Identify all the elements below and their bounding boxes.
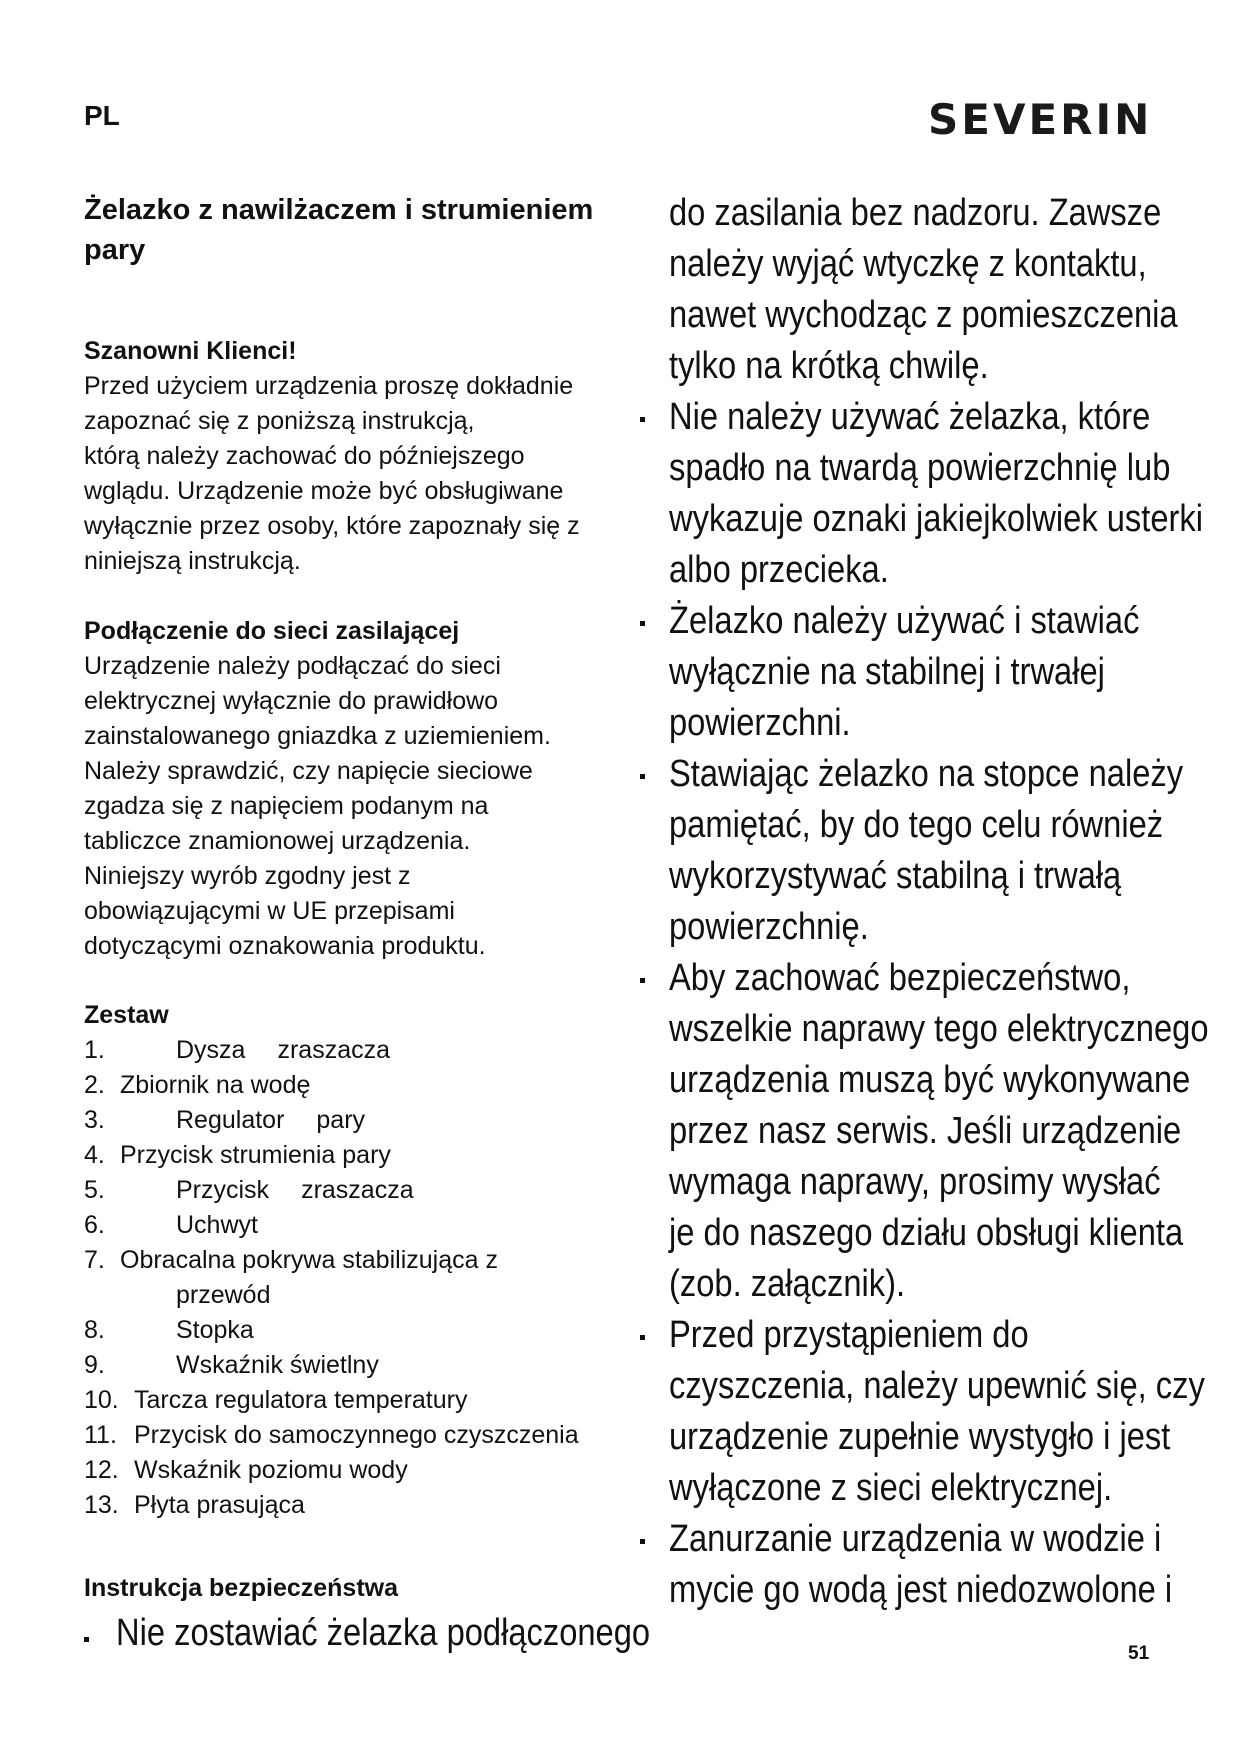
text-line: wglądu. Urządzenie może być obsługiwane [84,477,564,505]
list-item-continuation: przewód [176,1281,271,1309]
text-line: tylko na krótką chwilę. [669,345,989,387]
text-line: Aby zachować bezpieczeństwo, [669,957,1131,999]
parts-list [84,1033,624,1523]
text-line: albo przecieka. [669,549,889,591]
safety-item [669,749,1183,953]
parts-section [84,997,624,1523]
list-item: 1. Dysza zraszacza [84,1036,391,1064]
text-line: nawet wychodząc z pomieszczenia [669,294,1178,336]
safety-item [669,953,1209,1310]
text-line: Nie należy używać żelazka, które [669,396,1151,438]
text-line: zgadza się z napięciem podanym na [84,792,489,820]
text-line: należy wyjąć wtyczkę z kontaktu, [669,243,1147,285]
text-line: Zanurzanie urządzenia w wodzie i [669,1518,1162,1560]
list-item: 4. Przycisk strumienia pary [84,1141,391,1169]
text-line: zainstalowanego gniazdka z uziemieniem. [84,722,551,750]
text-line: pamiętać, by do tego celu również [669,804,1164,846]
text-line: Przed użyciem urządzenia proszę dokładnie [84,372,574,400]
text-line: Żelazko należy używać i stawiać [669,600,1140,642]
list-item: 9. Wskaźnik świetlny [84,1351,379,1379]
text-line: urządzenie zupełnie wystygło i jest [669,1416,1171,1458]
page-title [84,190,624,270]
list-item: 11. Przycisk do samoczynnego czyszczenia [84,1421,579,1449]
text-line: Przed przystąpieniem do [669,1314,1029,1356]
intro-text [84,369,624,579]
safety-item-line: Nie zostawiać żelazka podłączonego [116,1612,651,1654]
text-line: obowiązującymi w UE przepisami [84,897,455,925]
text-line: je do naszego działu obsługi klienta [669,1212,1184,1254]
list-item: 6. Uchwyt [84,1211,258,1239]
text-line: przez nasz serwis. Jeśli urządzenie [669,1110,1182,1152]
safety-item [669,188,1178,392]
text-line: zapoznać się z poniższą instrukcją, [84,407,475,435]
safety-item [669,1310,1205,1514]
text-line: do zasilania bez nadzoru. Zawsze [669,192,1162,234]
bullet-icon [640,417,645,422]
text-line: (zob. załącznik). [669,1263,906,1305]
text-line: czyszczenia, należy upewnić się, czy [669,1365,1205,1407]
text-line: wymaga naprawy, prosimy wysłać [669,1161,1161,1203]
safety-item [669,392,1203,596]
text-line: spadło na twardą powierzchnię lub [669,447,1171,489]
text-line: powierzchnię. [669,906,869,948]
text-line: mycie go wodą jest niedozwolone i [669,1569,1173,1611]
text-line: wyłącznie przez osoby, które zapoznały się z [84,512,580,540]
text-line: niniejszą instrukcją. [84,547,301,575]
text-line: wyłączone z sieci elektrycznej. [669,1467,1113,1509]
text-line: wykazuje oznaki jakiejkolwiek usterki [669,498,1203,540]
list-item: 10. Tarcza regulatora temperatury [84,1386,468,1414]
title-line: Żelazko z nawilżaczem i strumieniem [84,194,594,226]
intro-heading: Szanowni Klienci! [84,337,297,365]
bullet-icon [640,978,645,983]
text-line: powierzchni. [669,702,851,744]
parts-heading: Zestaw [84,1001,169,1029]
page-number: 51 [1128,1643,1150,1664]
text-line: wyłącznie na stabilnej i trwałej [669,651,1105,693]
bullet-icon [640,774,645,779]
language-code: PL [84,100,120,131]
bullet-icon [84,1637,89,1642]
list-item: 5. Przycisk zraszacza [84,1176,414,1204]
list-item: 3. Regulator pary [84,1106,366,1134]
text-line: Należy sprawdzić, czy napięcie sieciowe [84,757,533,785]
list-item: 13. Płyta prasująca [84,1491,305,1519]
text-line: Stawiając żelazko na stopce należy [669,753,1184,795]
list-item: 2. Zbiornik na wodę [84,1071,311,1099]
list-item: 12. Wskaźnik poziomu wody [84,1456,408,1484]
text-line: Niniejszy wyrób zgodny jest z [84,862,411,890]
text-line: którą należy zachować do późniejszego [84,442,525,470]
safety-heading: Instrukcja bezpieczeństwa [84,1574,399,1602]
bullet-icon [640,1335,645,1340]
brand-logo: SEVERIN [928,95,1153,144]
bullet-icon [640,621,645,626]
text-line: elektrycznej wyłącznie do prawidłowo [84,687,499,715]
safety-item [669,1514,1172,1616]
title-line: pary [84,234,146,266]
bullet-icon [640,1539,645,1544]
safety-item [669,596,1139,749]
connection-section [84,613,624,964]
intro-section [84,333,624,579]
text-line: tabliczce znamionowej urządzenia. [84,827,471,855]
text-line: urządzenia muszą być wykonywane [669,1059,1191,1101]
text-line: wszelkie naprawy tego elektrycznego [669,1008,1209,1050]
list-item: 8. Stopka [84,1316,254,1344]
list-item: 7. Obracalna pokrywa stabilizująca z [84,1246,498,1274]
text-line: dotyczącymi oznakowania produktu. [84,932,486,960]
connection-text [84,649,624,964]
connection-heading: Podłączenie do sieci zasilającej [84,617,460,645]
text-line: wykorzystywać stabilną i trwałą [669,855,1122,897]
text-line: Urządzenie należy podłączać do sieci [84,652,501,680]
